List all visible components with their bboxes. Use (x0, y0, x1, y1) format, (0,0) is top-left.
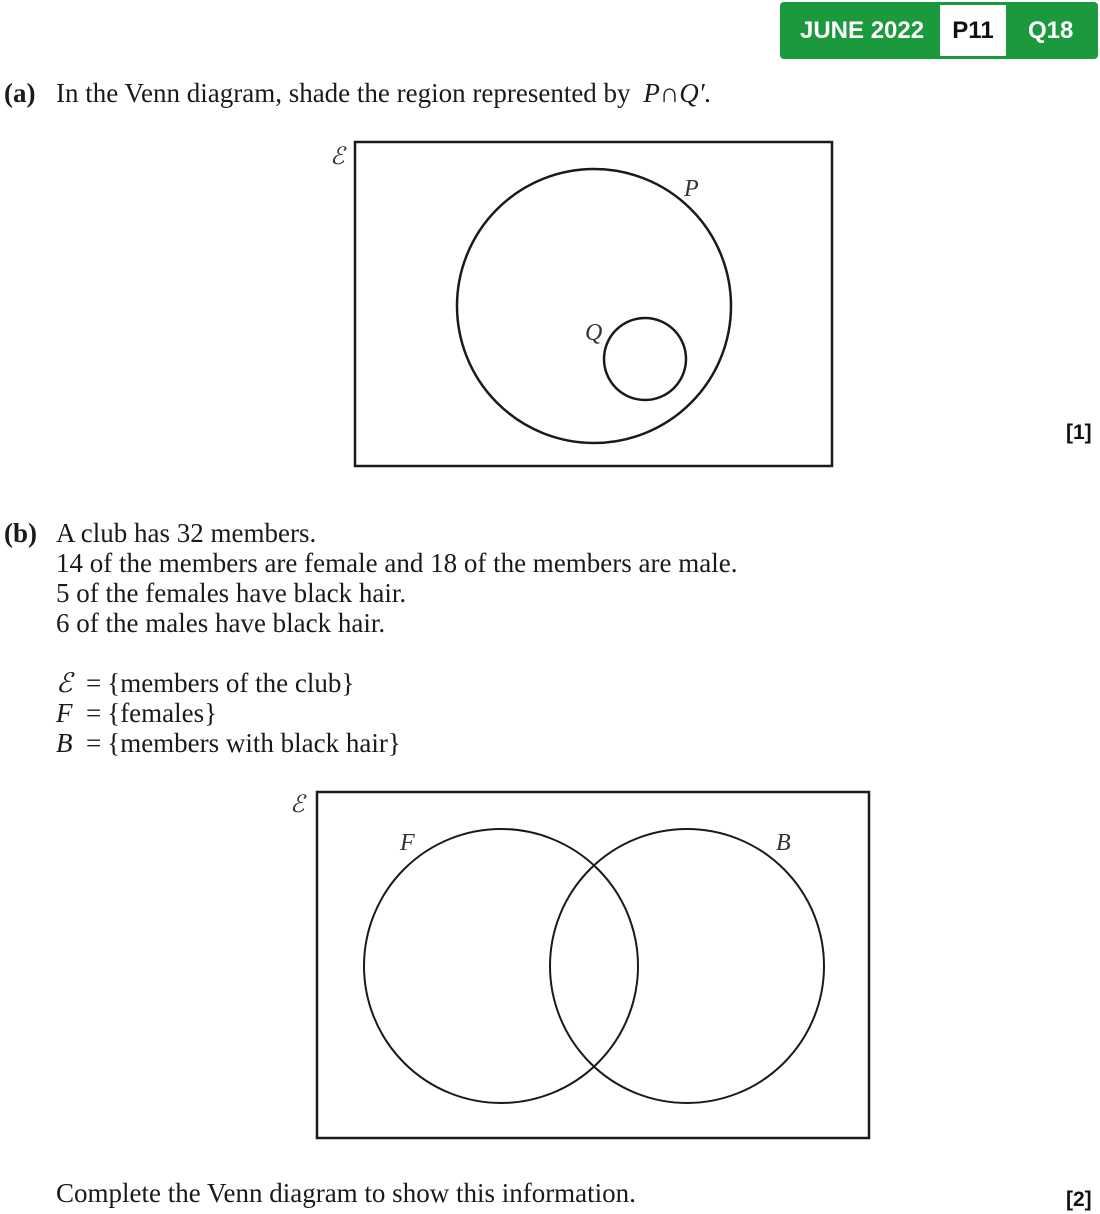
set-p-label: P (684, 176, 699, 202)
definition-symbol: ℰ (56, 668, 73, 698)
part-b-label: (b) (4, 518, 37, 548)
venn-diagram-a (330, 142, 832, 466)
definition-black-hair (56, 728, 401, 758)
definition-value: {females} (107, 698, 218, 728)
part-a-label: (a) (4, 78, 36, 108)
definition-symbol: F (56, 698, 73, 728)
definition-value: {members of the club} (107, 668, 355, 698)
set-p-circle (457, 169, 731, 443)
set-q-label: Q (585, 320, 603, 346)
universal-set-label-a: ℰ (330, 144, 345, 170)
part-b-line-3: 5 of the females have black hair. (56, 578, 407, 608)
universal-set-box-a (355, 142, 832, 466)
part-b-instruction: Complete the Venn diagram to show this information. (56, 1178, 636, 1208)
part-b-line-1: A club has 32 members. (56, 518, 317, 548)
part-a-expression: P∩Q′. (643, 78, 712, 108)
part-b-marks: [2] (1066, 1188, 1092, 1211)
universal-set-label-b: ℰ (290, 792, 305, 818)
set-b-circle (550, 829, 824, 1103)
definition-females (56, 698, 401, 728)
set-b-label: B (776, 830, 791, 856)
part-b-line-2: 14 of the members are female and 18 of the members are male. (56, 548, 738, 578)
definition-symbol: B (56, 728, 73, 758)
venn-diagram-b (290, 792, 869, 1138)
definition-equals: = (86, 668, 102, 698)
question-number: Q18 (1028, 16, 1074, 44)
part-a-text: In the Venn diagram, shade the region represented by (56, 78, 631, 108)
set-f-circle (364, 829, 638, 1103)
set-definitions (56, 668, 401, 758)
definition-equals: = (86, 728, 102, 758)
part-a-marks: [1] (1066, 421, 1092, 444)
definition-universal (56, 668, 401, 698)
set-q-circle (604, 318, 686, 400)
part-b-line-4: 6 of the males have black hair. (56, 608, 386, 638)
definition-equals: = (86, 698, 102, 728)
set-f-label: F (400, 830, 415, 856)
definition-value: {members with black hair} (107, 728, 401, 758)
exam-date: JUNE 2022 (800, 16, 925, 44)
paper-number: P11 (940, 5, 1006, 56)
